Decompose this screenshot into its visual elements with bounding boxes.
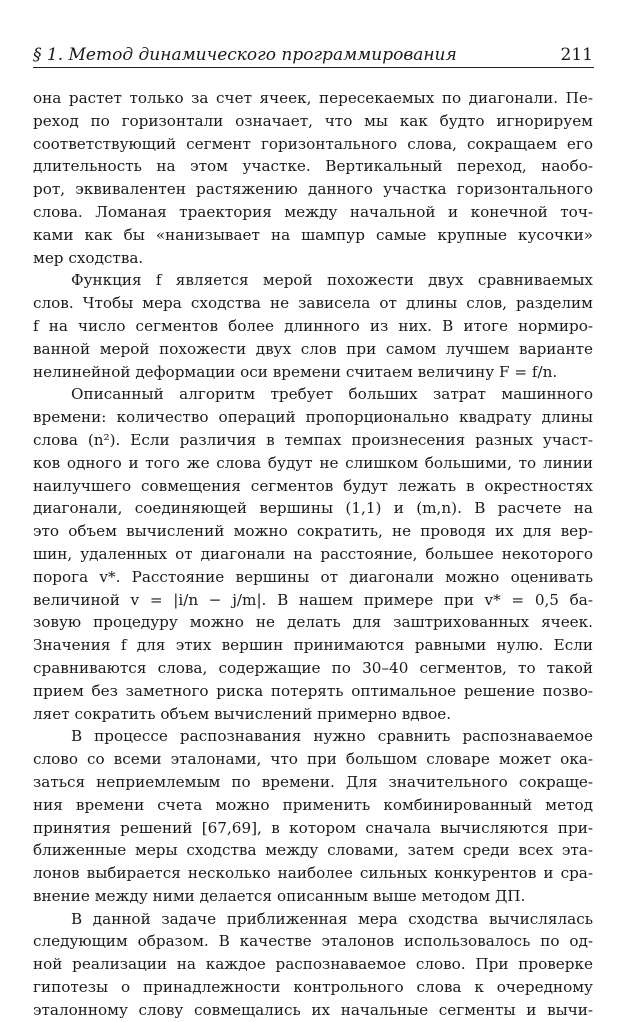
text-line: слово со всеми эталонами, что при большом словаре может ока-: [33, 750, 593, 769]
text-line: зовую процедуру можно не делать для заштрихованных ячеек.: [33, 613, 593, 632]
text-line: слова (n²). Если различия в темпах произнесения разных участ-: [33, 430, 593, 449]
text-line: сравниваются слова, содержащие по 30–40 сегментов, то такой: [33, 658, 593, 677]
text-line: прием без заметного риска потерять оптимальное решение позво-: [33, 681, 593, 700]
text-line: времени: количество операций пропорционально квадрату длины: [33, 408, 593, 427]
text-line: Функция f является мерой похожести двух сравниваемых: [71, 271, 593, 290]
text-line: следующим образом. В качестве эталонов использовалось по од-: [33, 932, 593, 951]
text-line: Описанный алгоритм требует больших затрат машинного: [71, 385, 593, 404]
body-text: [33, 87, 593, 1022]
text-line: слова. Ломаная траектория между начальной и конечной точ-: [33, 202, 593, 221]
text-line: f на число сегментов более длинного из них. В итоге нормиро-: [33, 316, 593, 335]
text-line: гипотезы о принадлежности контрольного слова к очередному: [33, 978, 593, 997]
text-line: рот, эквивалентен растяжению данного участка горизонтального: [33, 180, 593, 199]
text-line: Значения f для этих вершин принимаются равными нулю. Если: [33, 636, 593, 655]
text-line: ляет сократить объем вычислений примерно вдвое.: [33, 704, 452, 723]
text-line: заться неприемлемым по времени. Для значительного сокраще-: [33, 772, 593, 791]
text-line: величиной v = |i/n − j/m|. В нашем примере при v* = 0,5 ба-: [33, 590, 593, 609]
text-line: лонов выбирается несколько наиболее сильных конкурентов и сра-: [33, 864, 593, 883]
text-line: это объем вычислений можно сократить, не проводя их для вер-: [33, 522, 593, 541]
text-line: мер сходства.: [33, 248, 144, 267]
text-line: ков одного и того же слова будут не слишком большими, то линии: [33, 453, 593, 472]
text-line: ния времени счета можно применить комбинированный метод: [33, 795, 593, 814]
text-line: эталонному слову совмещались их начальные сегменты и вычи-: [33, 1000, 593, 1019]
text-line: ной реализации на каждое распознаваемое слово. При проверке: [33, 955, 593, 974]
text-line: порога v*. Расстояние вершины от диагонали можно оценивать: [33, 567, 593, 586]
text-line: нелинейной деформации оси времени считаем величину F = f/n.: [33, 362, 558, 381]
text-line: В данной задаче приближенная мера сходства вычислялась: [71, 909, 593, 928]
text-line: ками как бы «нанизывает на шампур самые крупные кусочки»: [33, 225, 593, 244]
text-line: наилучшего совмещения сегментов будут лежать в окрестностях: [33, 476, 593, 495]
text-line: шин, удаленных от диагонали на расстояние, большее некоторого: [33, 544, 593, 563]
text-line: слов. Чтобы мера сходства не зависела от длины слов, разделим: [33, 294, 593, 313]
section-title: § 1. Метод динамического программирования: [33, 45, 457, 65]
text-line: ванной мерой похожести двух слов при самом лучшем варианте: [33, 339, 593, 358]
text-line: соответствующий сегмент горизонтального слова, сокращаем его: [33, 134, 593, 153]
text-line: принятия решений [67,69], в котором сначала вычисляются при-: [33, 818, 593, 837]
text-line: длительность на этом участке. Вертикальный переход, наобо-: [33, 157, 593, 176]
header-rule: [33, 67, 594, 68]
text-line: внение между ними делается описанным выше методом ДП.: [33, 886, 526, 905]
text-line: реход по горизонтали означает, что мы как будто игнорируем: [33, 111, 593, 130]
text-line: она растет только за счет ячеек, пересекаемых по диагонали. Пе-: [33, 89, 593, 107]
text-line: диагонали, соединяющей вершины (1,1) и (m,n). В расчете на: [33, 499, 593, 518]
page-number: 211: [560, 45, 593, 65]
text-line: ближенные меры сходства между словами, затем среди всех эта-: [33, 841, 593, 860]
text-line: В процессе распознавания нужно сравнить распознаваемое: [71, 727, 593, 746]
